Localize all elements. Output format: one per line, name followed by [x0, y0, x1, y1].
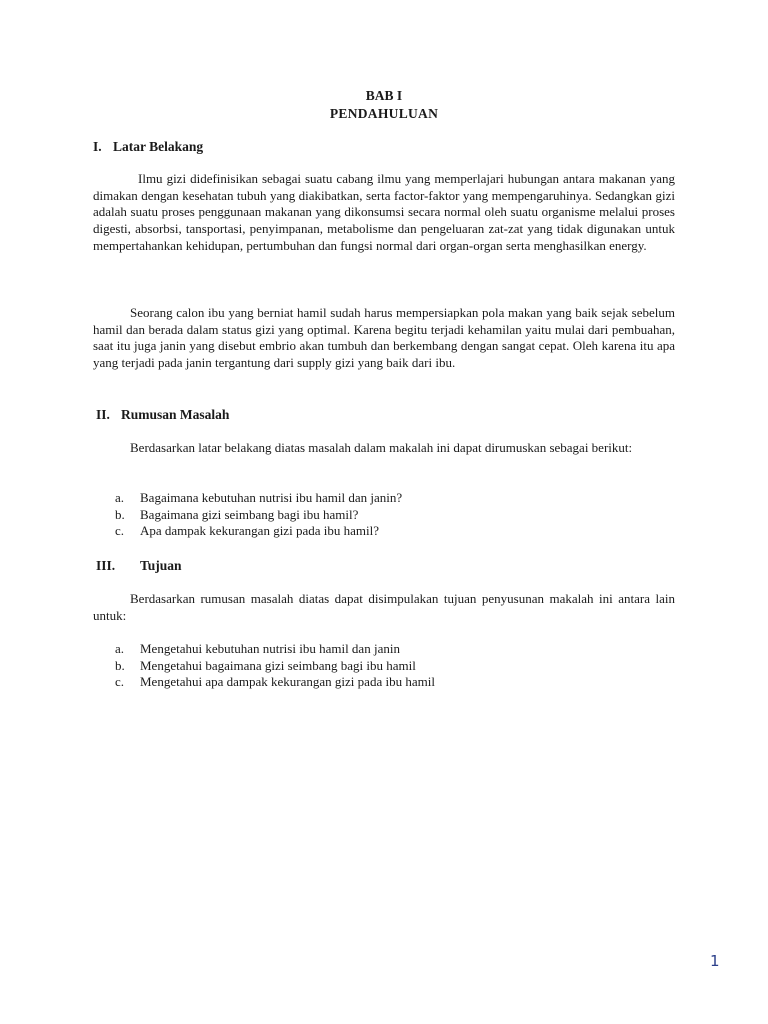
list-item — [115, 523, 402, 540]
paragraph: Ilmu gizi didefinisikan sebagai suatu cabang ilmu yang memperlajari hubungan antara makanan yang dimakan dengan kesehatan tubuh yang diakibatkan, serta factor-faktor yang mempengaruhinya. Sedangkan gizi adalah suatu proses penggunaan makanan yang dikonsumsi secara normal oleh suatu organisme melalui proses digesti, absorbsi, tansportasi, penyimpanan, metabolisme dan pengeluaran zat-zat yang tidak digunakan untuk mempertahankan kehidupan, pertumbuhan dan fungsi normal dari organ-organ serta menghasilkan energy. — [93, 171, 675, 253]
list-item-text: Mengetahui bagaimana gizi seimbang bagi ibu hamil — [140, 657, 416, 673]
list-item — [115, 641, 435, 658]
chapter-number: BAB I — [365, 88, 403, 103]
objective-list — [115, 641, 435, 691]
list-marker: b. — [115, 506, 125, 522]
chapter-title: PENDAHULUAN — [329, 106, 439, 121]
section-title: Tujuan — [140, 558, 182, 573]
list-marker: a. — [115, 490, 125, 505]
list-marker: b. — [115, 657, 125, 673]
list-item-text: Bagaimana kebutuhan nutrisi ibu hamil dan janin? — [140, 490, 403, 505]
list-marker: c. — [115, 523, 125, 539]
section-title: Rumusan Masalah — [121, 407, 230, 422]
page-number: 1 — [710, 952, 720, 970]
section-heading-tujuan — [96, 557, 182, 575]
section-heading-rumusan-masalah — [96, 406, 229, 424]
list-marker: a. — [115, 641, 125, 656]
paragraph: Berdasarkan rumusan masalah diatas dapat disimpulakan tujuan penyusunan makalah ini antara lain untuk: — [93, 591, 675, 623]
list-item-text: Bagaimana gizi seimbang bagi ibu hamil? — [140, 506, 359, 522]
list-item-text: Mengetahui kebutuhan nutrisi ibu hamil dan janin — [140, 641, 400, 656]
section-number: I. — [93, 139, 102, 154]
list-item — [115, 658, 435, 675]
section-number: II. — [96, 407, 110, 422]
section-heading-latar-belakang — [93, 138, 203, 156]
section-number: III. — [96, 558, 116, 573]
list-marker: c. — [115, 674, 125, 690]
paragraph: Berdasarkan latar belakang diatas masalah dalam makalah ini dapat dirumuskan sebagai berikut: — [130, 440, 633, 455]
problem-list — [115, 490, 402, 540]
list-item — [115, 490, 402, 507]
section-title: Latar Belakang — [113, 139, 204, 154]
list-item — [115, 507, 402, 524]
list-item-text: Mengetahui apa dampak kekurangan gizi pada ibu hamil — [140, 674, 435, 690]
list-item-text: Apa dampak kekurangan gizi pada ibu hamil? — [140, 523, 379, 539]
list-item — [115, 674, 435, 691]
paragraph: Seorang calon ibu yang berniat hamil sudah harus mempersiapkan pola makan yang baik sejak sebelum hamil dan berada dalam status gizi yang optimal. Karena begitu terjadi kehamilan yaitu mulai dari pembuahan, saat itu juga janin yang disebut embrio akan tumbuh dan berkembang dengan sangat cepat. Oleh karena itu apa yang terjadi pada janin tergantung dari supply gizi yang baik dari ibu. — [93, 305, 675, 371]
